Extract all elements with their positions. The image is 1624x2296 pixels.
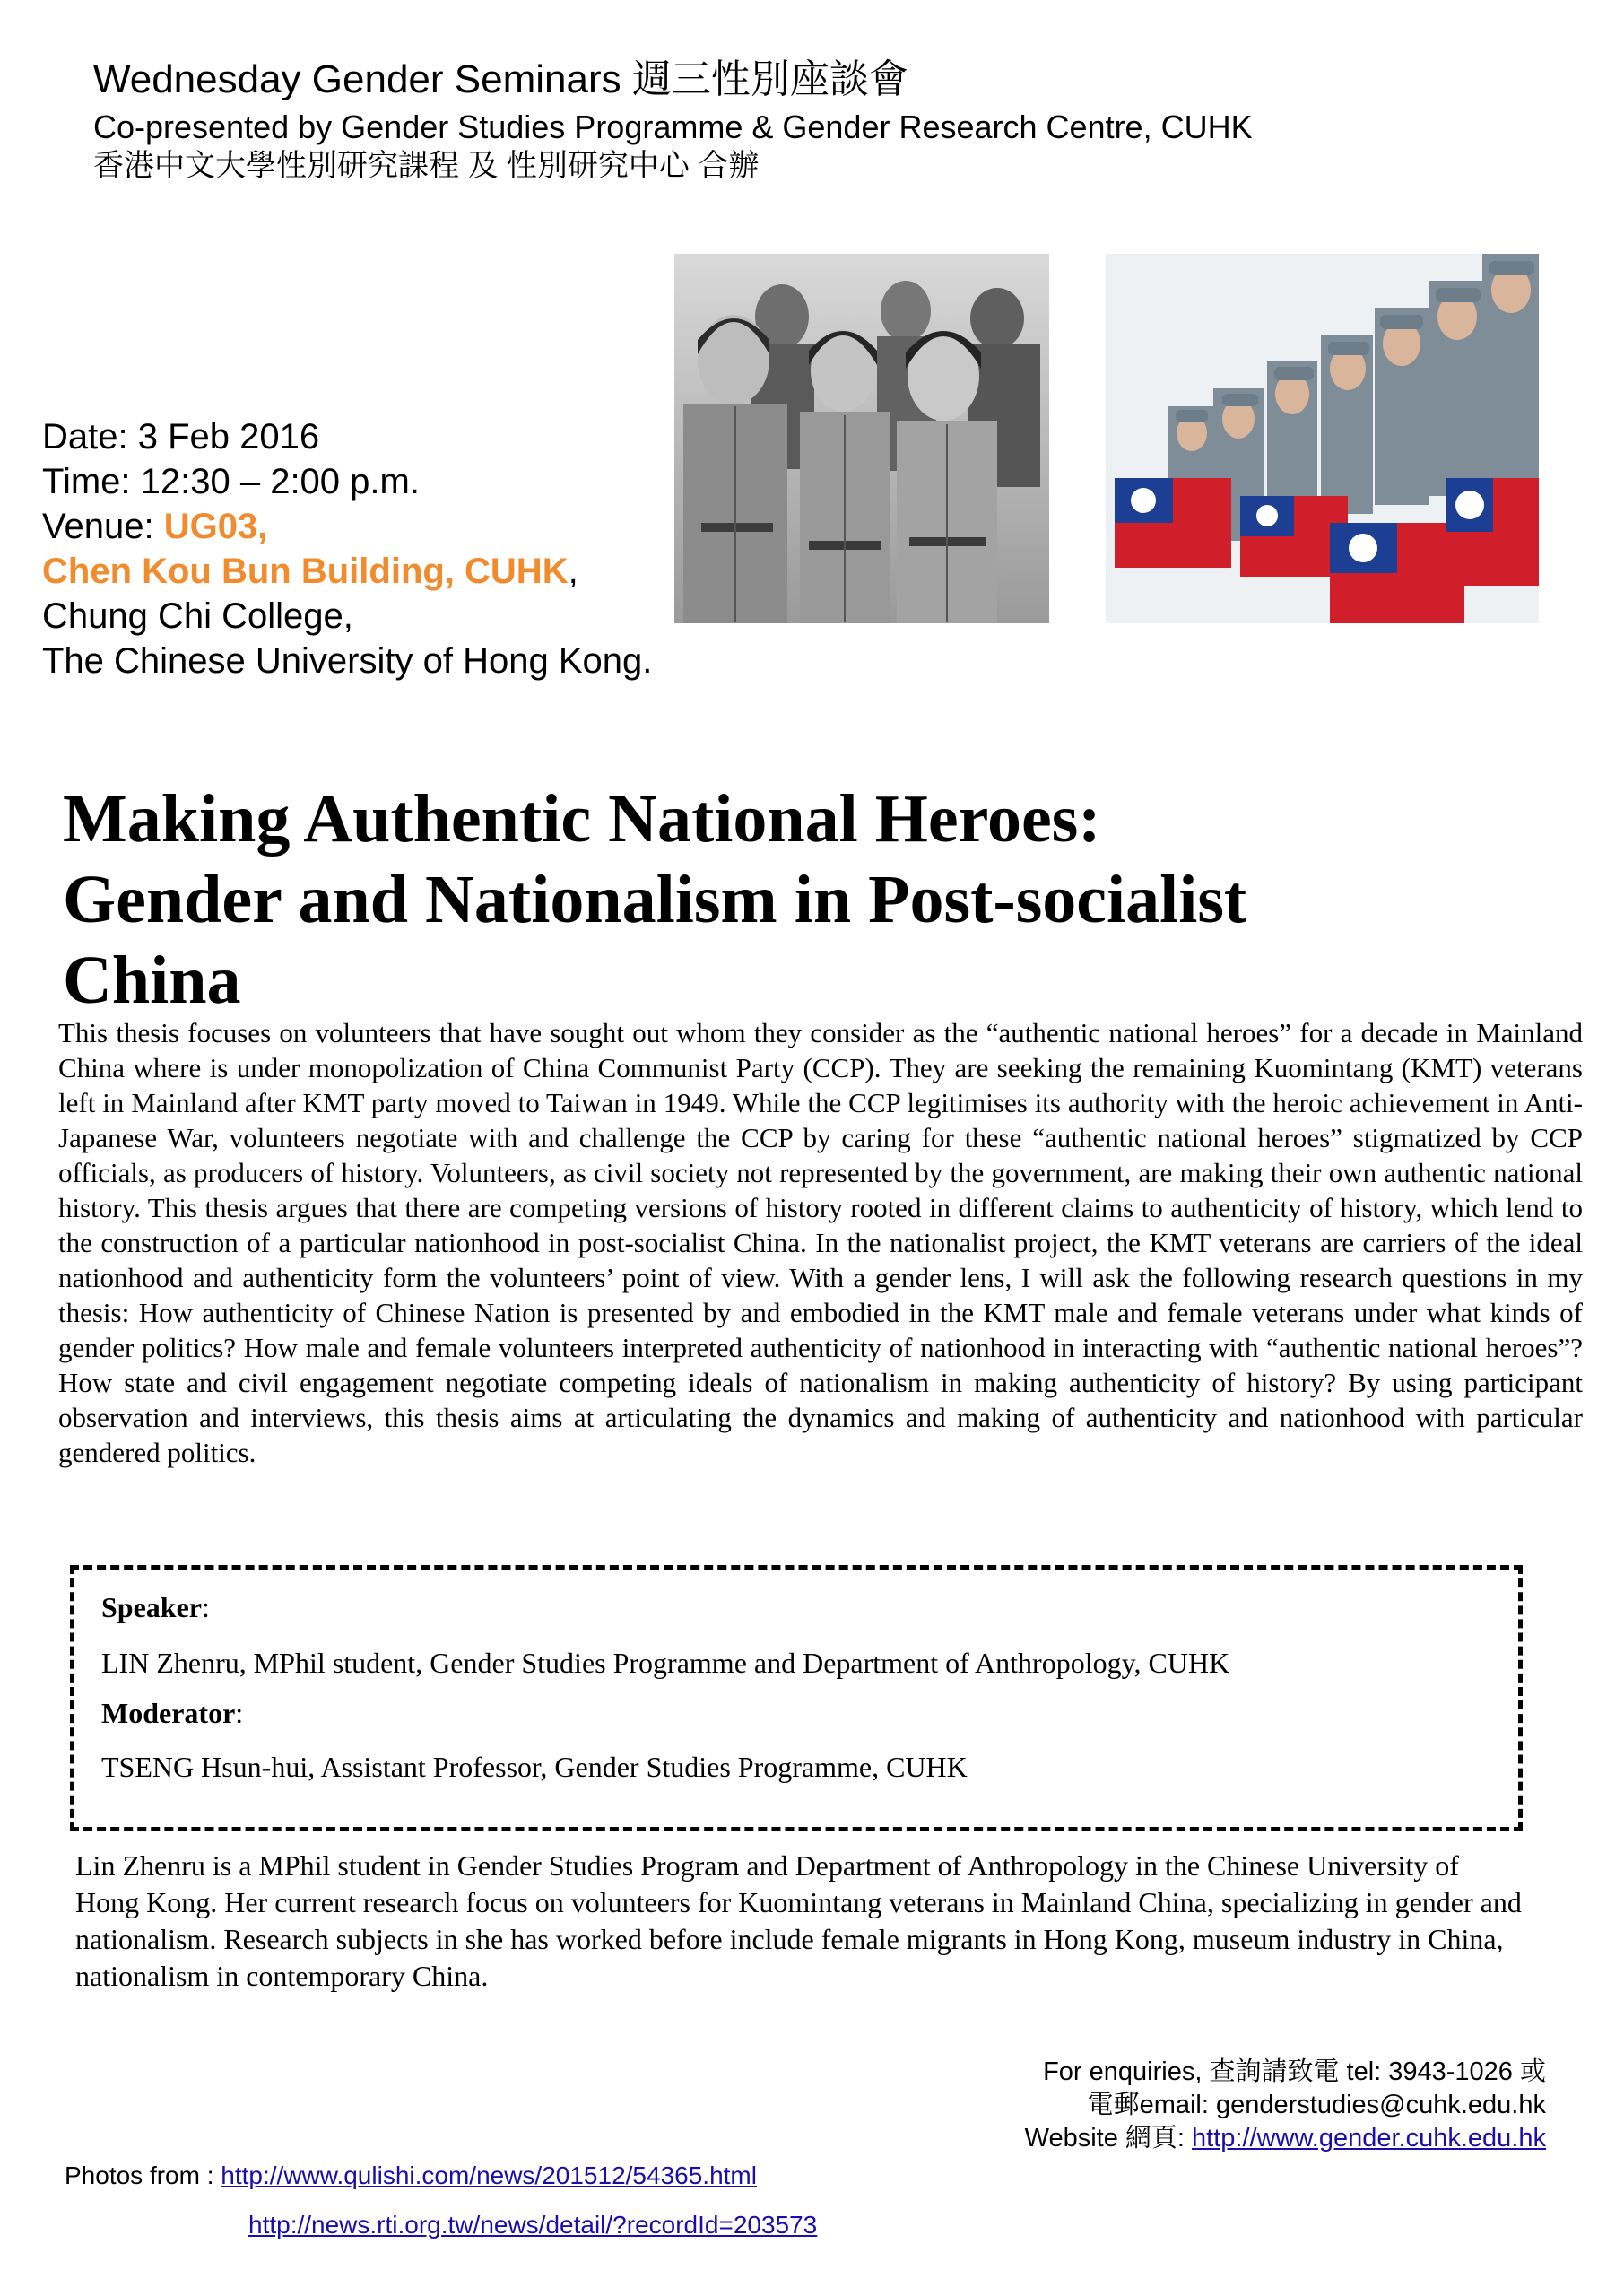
veterans-flags-photo [1106,254,1539,623]
venue-room: UG03, [163,507,268,546]
enquiries-website-line [1025,2122,1546,2155]
photo-credit-link-1[interactable]: http://www.qulishi.com/news/201512/54365.html [221,2161,757,2189]
historical-photo-drawing [674,254,1049,623]
event-info [42,414,652,683]
enquiries-phone: For enquiries, 查詢請致電 tel: 3943-1026 或 [1043,2057,1546,2086]
talk-title-line-2: Gender and Nationalism in Post-socialist [63,862,1247,937]
speaker-info: LIN Zhenru, MPhil student, Gender Studies Programme and Department of Anthropology, CUHK [101,1647,1230,1679]
speaker-heading [101,1589,210,1625]
speaker-heading-label: Speaker [101,1591,202,1623]
talk-title [63,778,1587,1021]
venue-building: Chen Kou Bun Building, CUHK [42,552,569,591]
email-label: 電郵email: [1087,2091,1216,2119]
historical-photo [674,254,1049,623]
event-college: Chung Chi College, [42,596,353,636]
moderator-heading [101,1695,243,1731]
moderator-heading-colon: : [235,1697,244,1729]
co-presenters-en: Co-presented by Gender Studies Programme & Gender Research Centre, CUHK [93,109,1253,145]
veterans-flags-drawing [1106,254,1539,623]
moderator-info: TSENG Hsun-hui, Assistant Professor, Gender Studies Programme, CUHK [101,1751,968,1783]
series-title: Wednesday Gender Seminars 週三性別座談會 [93,57,908,101]
moderator-heading-label: Moderator [101,1697,236,1729]
website-link[interactable]: http://www.gender.cuhk.edu.hk [1192,2124,1546,2152]
talk-title-line-1: Making Authentic National Heroes: [63,781,1101,857]
event-university: The Chinese University of Hong Kong. [42,641,653,681]
photo-credit-line-2 [248,2209,817,2241]
venue-building-comma: , [568,552,578,591]
venue-label: Venue: [42,507,164,546]
co-presenters-zh: 香港中文大學性別研究課程 及 性別研究中心 合辦 [93,149,760,183]
photo-credits [65,2160,757,2192]
event-venue-line [42,504,652,549]
event-date: Date: 3 Feb 2016 [42,417,320,457]
email-address[interactable]: genderstudies@cuhk.edu.hk [1215,2091,1546,2119]
website-label: Website 網頁: [1024,2124,1193,2152]
photo-credit-link-2[interactable]: http://news.rti.org.tw/news/detail/?recordId=203573 [248,2211,818,2239]
speaker-heading-colon: : [202,1591,210,1623]
photo-credits-label: Photos from : [65,2161,221,2189]
enquiries-email-line [1025,2089,1546,2122]
abstract-text: This thesis focuses on volunteers that have sought out whom they consider as the “authentic national heroes” for a decade in Mainland China where is under monopolization of China Communist Party (CCP). They are seeking the remaining Kuomintang (KMT) veterans left in Mainland after KMT party moved to Taiwan in 1949. While the CCP legitimises its authority with the heroic achievement in Anti-Japanese War, volunteers negotiate with and challenge the CCP by caring for these “authentic national heroes” stigmatized by CCP officials, as producers of history. Volunteers, as civil society not represented by the government, are making their own authentic national history. This thesis argues that there are competing versions of history rooted in different claims to authenticity of history, which lend to the construction of a particular nationhood in post-socialist China. In the nationalist project, the KMT veterans are carriers of the ideal nationhood and authenticity form the volunteers’ point of view. With a gender lens, I will ask the following research questions in my thesis: How authenticity of Chinese Nation is presented by and embodied in the KMT male and female veterans under what kinds of gender politics? How male and female volunteers interpreted authenticity of nationhood in interacting with “authentic national heroes”? How state and civil engagement negotiate competing ideals of nationalism in making authenticity of history? By using participant observation and interviews, this thesis aims at articulating the dynamics and making of authenticity and nationhood with particular gendered politics. [58,1017,1583,1468]
speaker-bio: Lin Zhenru is a MPhil student in Gender Studies Program and Department of Anthropology in the Chinese University of Hong Kong. Her current research focus on volunteers for Kuomintang veterans in Mainland China, specializing in gender and nationalism. Research subjects in she has worked before include female migrants in Hong Kong, museum industry in China, nationalism in contemporary China. [75,1849,1522,1992]
enquiries-block [1025,2056,1546,2155]
speaker-box [70,1565,1523,1831]
talk-title-line-3: China [63,943,241,1018]
event-building-line [42,549,652,594]
event-time: Time: 12:30 – 2:00 p.m. [42,462,420,501]
